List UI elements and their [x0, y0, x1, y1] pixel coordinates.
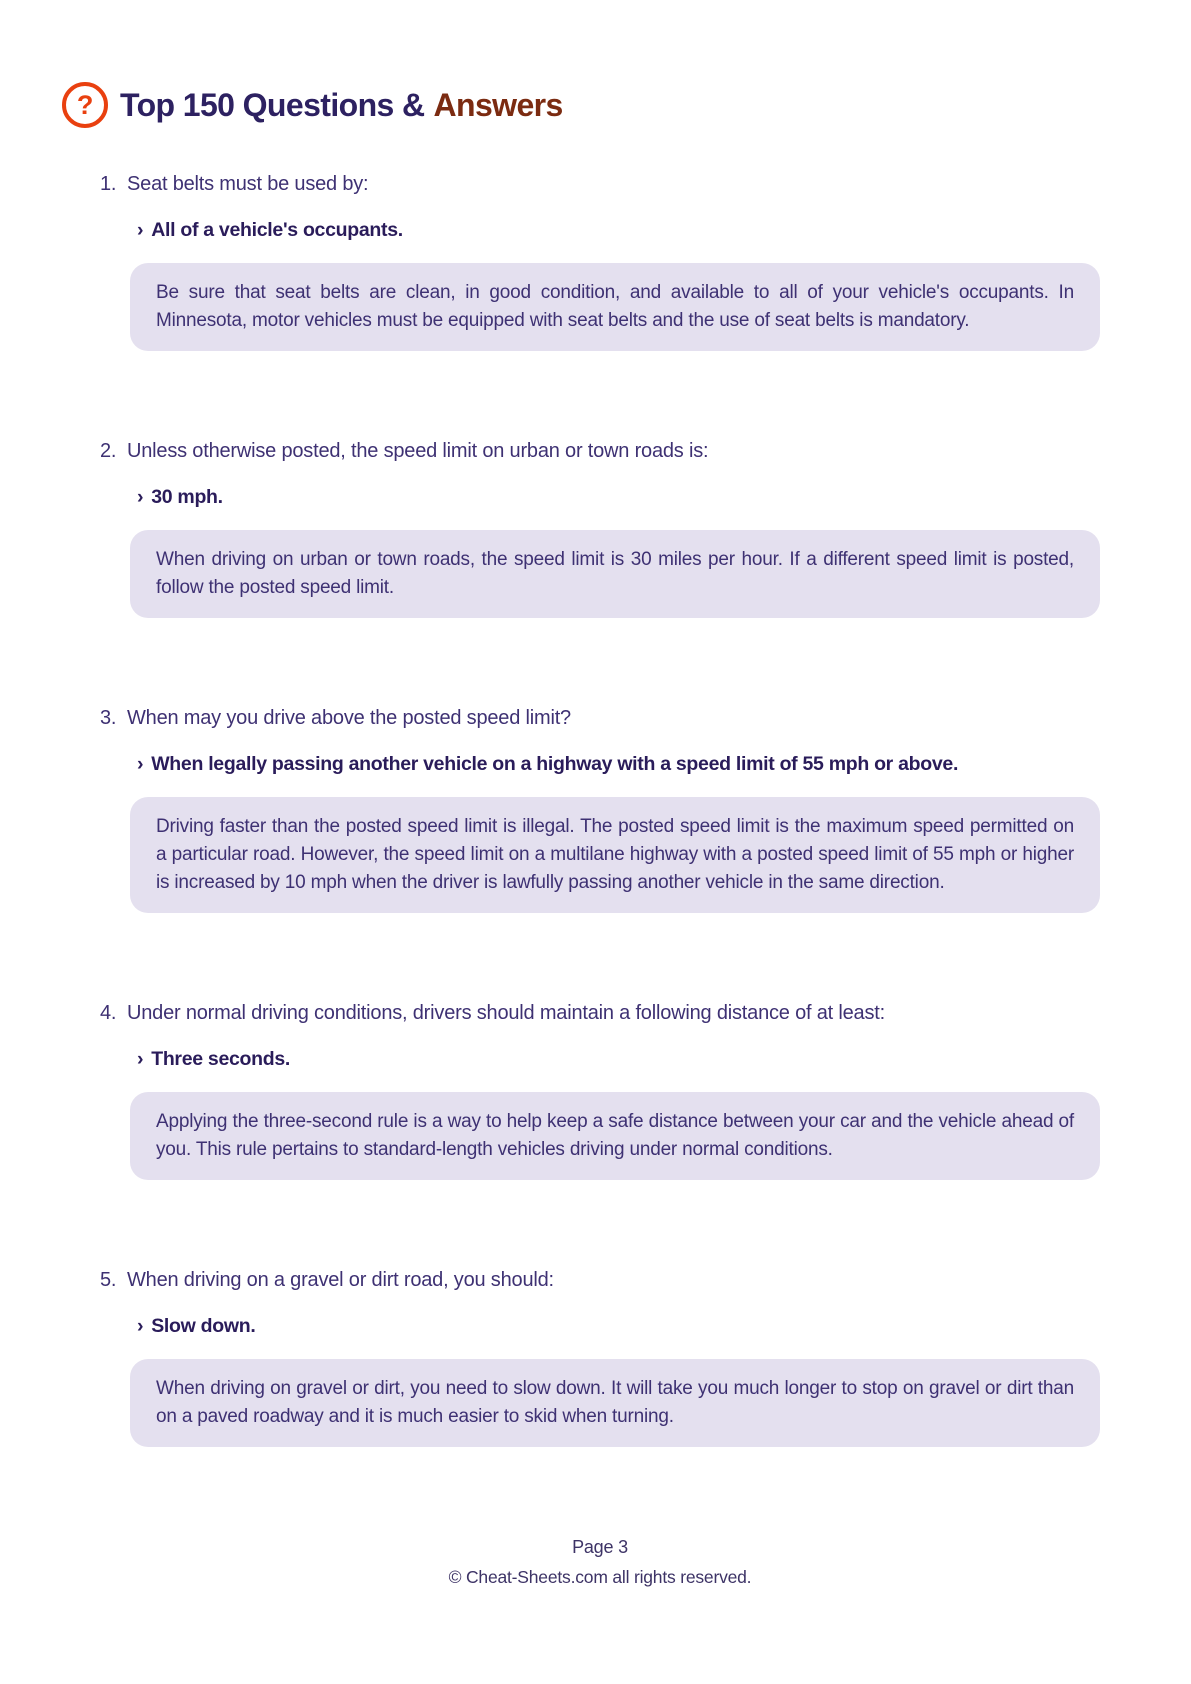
- answer-arrow-icon: ›: [137, 1315, 144, 1337]
- answer-arrow-icon: ›: [137, 486, 144, 508]
- question-block-5: [100, 1268, 1100, 1447]
- answer-text: All of a vehicle's occupants.: [151, 219, 403, 241]
- page-title-main: Top 150 Questions &: [120, 86, 425, 123]
- answer-line: [137, 1314, 1100, 1338]
- question-line: [100, 1001, 1100, 1025]
- question-text: When driving on a gravel or dirt road, you should:: [127, 1269, 554, 1291]
- answer-line: [137, 485, 1100, 509]
- answer-arrow-icon: ›: [137, 219, 144, 241]
- page-title-accent: Answers: [433, 86, 563, 123]
- answer-arrow-icon: ›: [137, 753, 144, 775]
- explanation-box: Driving faster than the posted speed limit is illegal. The posted speed limit is the maximum speed permitted on a particular road. However, the speed limit on a multilane highway with a posted speed limit of 55 mph or higher is increased by 10 mph when the driver is lawfully passing another vehicle in the same direction.: [130, 797, 1100, 913]
- question-text: Seat belts must be used by:: [127, 173, 369, 195]
- page-title: [120, 87, 563, 124]
- explanation-box: Applying the three-second rule is a way to help keep a safe distance between your car and the vehicle ahead of you. This rule pertains to standard-length vehicles driving under normal conditions.: [130, 1092, 1100, 1180]
- question-block-1: [100, 172, 1100, 351]
- answer-line: [137, 218, 1100, 242]
- question-line: [100, 172, 1100, 196]
- explanation-box: Be sure that seat belts are clean, in good condition, and available to all of your vehicle's occupants. In Minnesota, motor vehicles must be equipped with seat belts and the use of seat belts is mandatory.: [130, 263, 1100, 351]
- question-block-4: [100, 1001, 1100, 1180]
- question-line: [100, 706, 1100, 730]
- page-number: Page 3: [572, 1537, 628, 1557]
- answer-text: 30 mph.: [151, 486, 223, 508]
- question-block-3: [100, 706, 1100, 913]
- copyright-notice: © Cheat-Sheets.com all rights reserved.: [448, 1567, 752, 1587]
- answer-line: [137, 1047, 1100, 1071]
- question-mark-circle-icon: [62, 82, 108, 128]
- explanation-box: When driving on gravel or dirt, you need to slow down. It will take you much longer to stop on gravel or dirt than on a paved roadway and it is much easier to skid when turning.: [130, 1359, 1100, 1447]
- question-text: When may you drive above the posted speed limit?: [127, 707, 571, 729]
- question-number: 3.: [100, 707, 117, 729]
- question-number: 2.: [100, 440, 117, 462]
- explanation-box: When driving on urban or town roads, the speed limit is 30 miles per hour. If a different speed limit is posted, follow the posted speed limit.: [130, 530, 1100, 618]
- question-text: Under normal driving conditions, drivers should maintain a following distance of at least:: [127, 1002, 885, 1024]
- page-footer: [100, 1535, 1100, 1589]
- answer-text: When legally passing another vehicle on a highway with a speed limit of 55 mph or above.: [151, 753, 959, 775]
- answer-text: Slow down.: [151, 1315, 256, 1337]
- question-number: 4.: [100, 1002, 117, 1024]
- question-line: [100, 1268, 1100, 1292]
- answer-arrow-icon: ›: [137, 1048, 144, 1070]
- question-line: [100, 439, 1100, 463]
- answer-line: [137, 752, 1100, 776]
- question-text: Unless otherwise posted, the speed limit on urban or town roads is:: [127, 440, 709, 462]
- question-number: 5.: [100, 1269, 117, 1291]
- document-header: [62, 82, 1100, 128]
- answer-text: Three seconds.: [151, 1048, 291, 1070]
- question-mark-glyph: ?: [76, 89, 94, 120]
- question-number: 1.: [100, 173, 117, 195]
- question-block-2: [100, 439, 1100, 618]
